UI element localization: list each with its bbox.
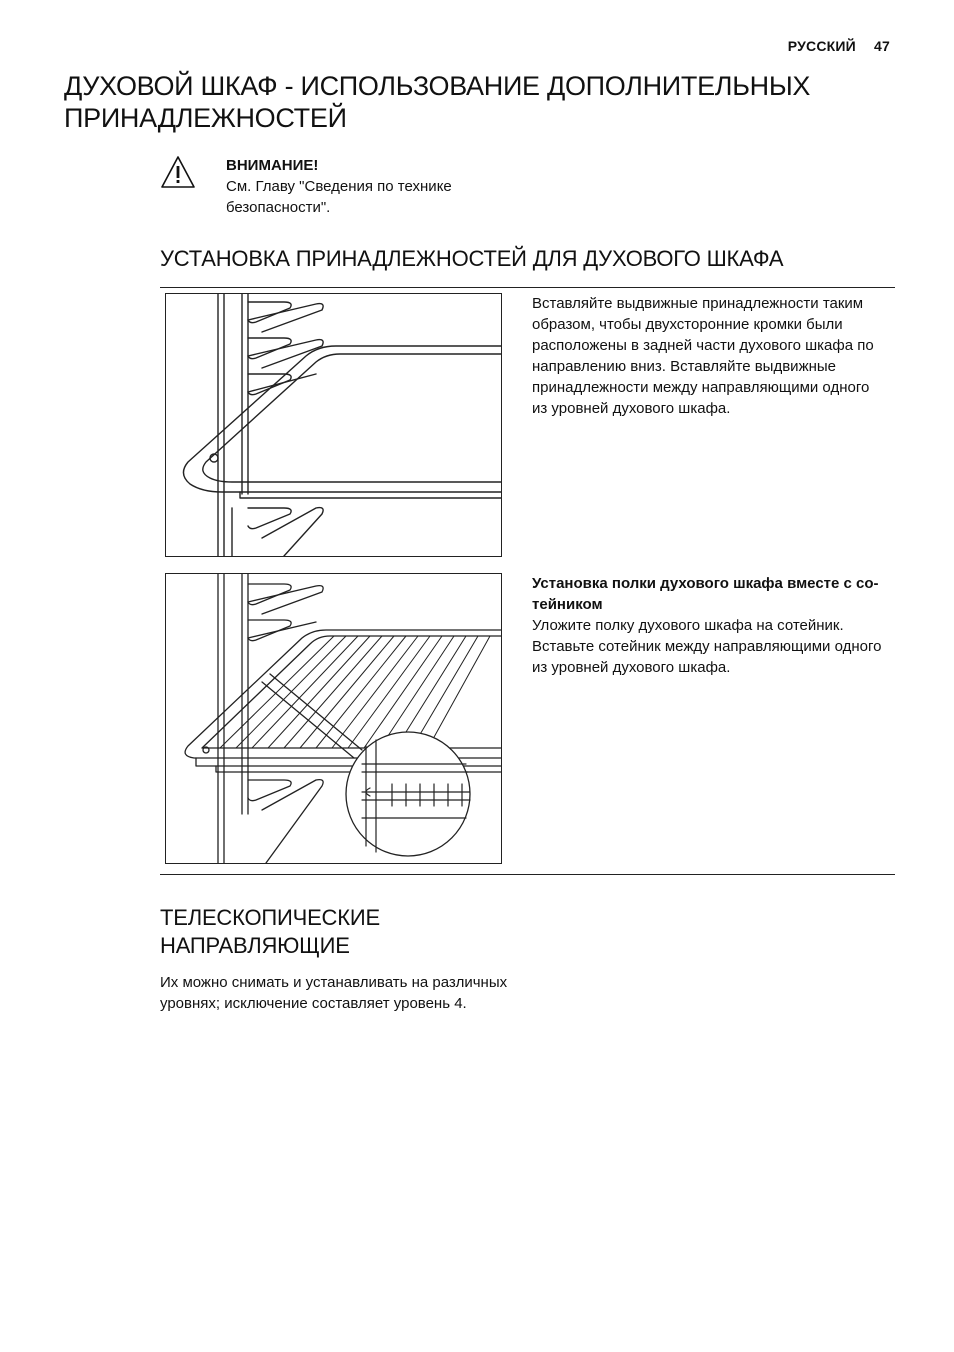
- section-heading-telescopic: ТЕЛЕСКОПИЧЕСКИЕ НАПРАВЛЯЮЩИЕ: [160, 905, 380, 958]
- rack-instructions: [532, 573, 888, 678]
- divider-bottom: [160, 874, 895, 875]
- telescopic-text: Их можно снимать и устанавливать на различных уровнях; исключение составляет уровень 4.: [160, 974, 508, 1012]
- page-number: 47: [874, 38, 890, 54]
- tray-instructions: Вставляйте выдвижные принадлежности таким образом, чтобы двухсторонние кромки были расположены в задней части духового шкафа по направлению вниз. Вставляйте выдвижные принадлежности между направляющими одного из уровней духового шкафа.: [532, 295, 874, 417]
- page-header: [774, 38, 890, 54]
- language-label: РУССКИЙ: [787, 38, 856, 54]
- rack-instructions-text: Уложите полку духового шкафа на сотейник. Вставьте сотейник между направляющими одного из уровней духового шкафа.: [532, 617, 882, 676]
- warning-text-block: [226, 155, 546, 218]
- page-title: ДУХОВОЙ ШКАФ - ИСПОЛЬЗОВАНИЕ ДОПОЛНИТЕЛЬНЫХ ПРИНАДЛЕЖНОСТЕЙ: [64, 71, 811, 133]
- tray-illustration: [166, 294, 501, 556]
- warning-text: См. Главу "Сведения по технике безопасности".: [226, 178, 452, 216]
- divider-top: [160, 287, 895, 288]
- rack-illustration: [166, 574, 501, 863]
- warning-title: ВНИМАНИЕ!: [226, 157, 319, 174]
- rack-instructions-title: Установка полки духового шкафа вместе с сотейником: [532, 575, 879, 613]
- section-heading-installation: УСТАНОВКА ПРИНАДЛЕЖНОСТЕЙ ДЛЯ ДУХОВОГО ШКАФА: [160, 246, 784, 271]
- figure-rack-with-pan: [165, 573, 502, 864]
- warning-triangle-icon: [160, 155, 196, 189]
- figure-tray-installation: [165, 293, 502, 557]
